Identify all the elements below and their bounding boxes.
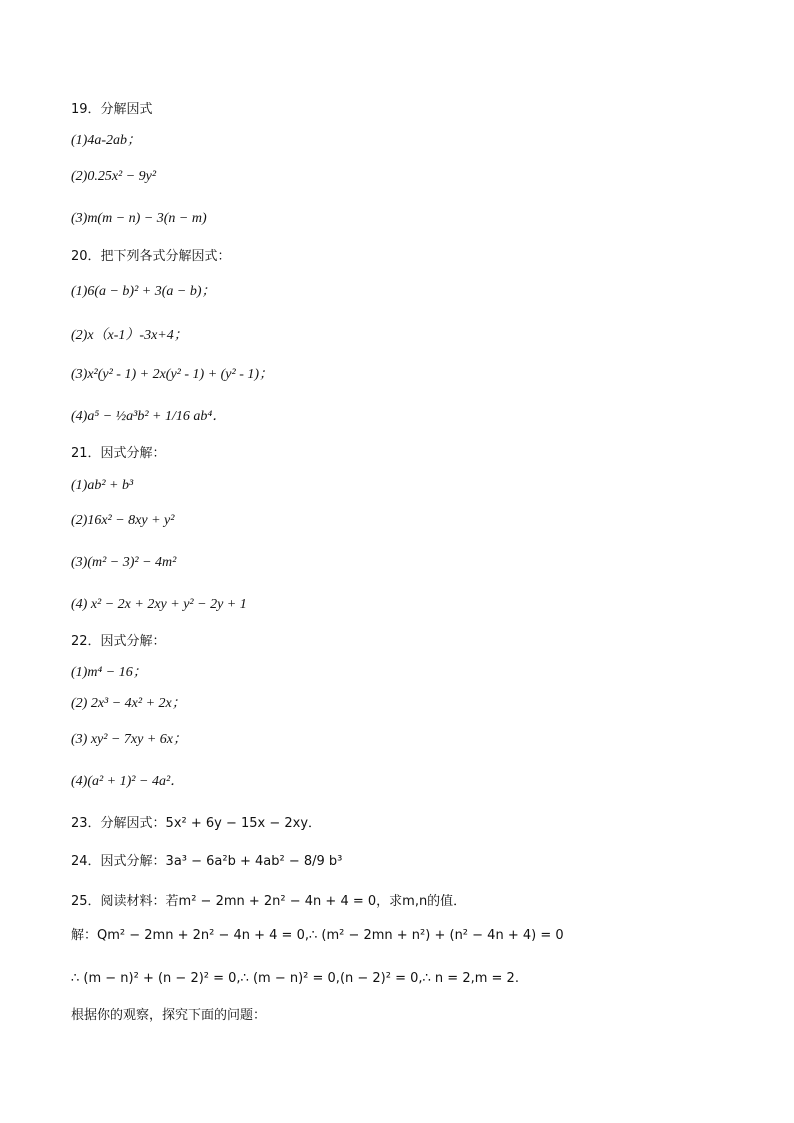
q20-3: (3)x²(y² - 1) + 2x(y² - 1) + (y² - 1)； xyxy=(71,367,274,382)
q24: 24．因式分解：3a³ − 6a²b + 4ab² − 8/9 b³ xyxy=(71,854,343,869)
q22-4: (4)(a² + 1)² − 4a²． xyxy=(71,774,185,789)
q19-title: 19．分解因式 xyxy=(71,102,153,117)
q23: 23．分解因式：5x² + 6y − 15x − 2xy． xyxy=(71,816,322,831)
q20-1: (1)6(a − b)² + 3(a − b)； xyxy=(71,284,216,299)
q21-title: 21．因式分解： xyxy=(71,446,166,461)
q20-2: (2)x（x-1）-3x+4； xyxy=(71,328,188,343)
q25-sol1: 解：Qm² − 2mn + 2n² − 4n + 4 = 0,∴ (m² − 2mn + n²) + (n² − 4n + 4) = 0 xyxy=(71,928,564,943)
q19-1: (1)4a-2ab； xyxy=(71,133,141,148)
q20-4: (4)a⁵ − ½a³b² + 1/16 ab⁴． xyxy=(71,409,227,424)
q25: 25．阅读材料：若m² − 2mn + 2n² − 4n + 4 = 0，求m,n的值． xyxy=(71,894,467,909)
q21-4: (4) x² − 2x + 2xy + y² − 2y + 1 xyxy=(71,597,247,612)
q25-sol2: ∴ (m − n)² + (n − 2)² = 0,∴ (m − n)² = 0,(n − 2)² = 0,∴ n = 2,m = 2. xyxy=(71,971,519,986)
q22-2: (2) 2x³ − 4x² + 2x； xyxy=(71,696,186,711)
q21-2: (2)16x² − 8xy + y² xyxy=(71,513,175,528)
q21-1: (1)ab² + b³ xyxy=(71,478,134,493)
q22-1: (1)m⁴ − 16； xyxy=(71,665,147,680)
q22-title: 22．因式分解： xyxy=(71,634,166,649)
q19-2: (2)0.25x² − 9y² xyxy=(71,169,157,184)
q22-3: (3) xy² − 7xy + 6x； xyxy=(71,732,187,747)
q25-tail: 根据你的观察，探究下面的问题： xyxy=(71,1008,267,1023)
q21-3: (3)(m² − 3)² − 4m² xyxy=(71,555,177,570)
q19-3: (3)m(m − n) − 3(n − m) xyxy=(71,211,207,226)
q20-title: 20．把下列各式分解因式： xyxy=(71,249,231,264)
